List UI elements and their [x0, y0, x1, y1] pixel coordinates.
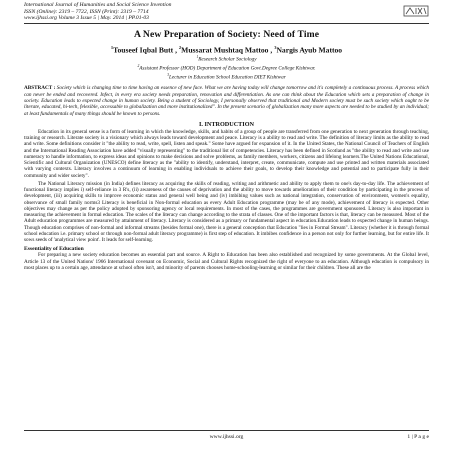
page-footer: [24, 430, 429, 440]
subsection-heading: Essentiality of Education: [24, 246, 84, 253]
author-3-marker: 3: [274, 44, 277, 50]
abstract-text: Society which is changing time to time having an essence of new face. What we are having today will change tomorrow and it's completely a continuous process. A process which can never be ended and recovered. Infect, in every era society needs preparation, renovation and differentiation. As one can think about the Education which sets a preparation of change in society. Education leads to expected change in human society. Being a student of Sociology, I personally observed that traditional and Modern society must be such society which ought to be literate, educated, hi-tech, felexible, accessable to globalization and more institutionalized". In the present scenario of globalization many more aspects are needed to be studied by an individual; at least fundamentals of many things should be known to persons.: [24, 85, 430, 117]
journal-logo-icon: [403, 4, 429, 18]
header-rule: [24, 23, 429, 24]
author-1: Touseef Iqbal Butt ,: [113, 45, 177, 55]
body-paragraph: The National Literacy mission (in India) defines literacy as acquiring the skills of reading, writing and arithmetic and ability to apply them to one's day-to-day life. The achievement of functional literacy implies i) self-reliance in 3 R's, (ii) awareness of the causes of deprivation and the ability to move towards amelioration of their condition by participating in the process of development, (iii) acquiring skills to improve economic status and general well being and (iv) imbibing values such as national integration, conservation of environment, women's equality, observance of small family norms3 Literacy is beneficial in Non-formal education as every Adult Education programme (may be of any mode), achievement of literacy is expected. Other objectives may change as per the policy adopted by sponsoring agency or local requirements. In most of the cases, the programmes are government sponsored. Literacy is also important in measuring the achievement in formal education. The scales of the literacy can change according to the strata of classes. One of the important factors is that, literacy can be measured. Most of the Adult education programmes are measured by attainment of literacy. Literacy is considered as a primary or fundamental aspect in education.Education leads to expected change in human beings. Though education comprises of non-formal and informal streams (besides formal one), there is a general conception that Education "lies in Formal Stream". Literacy (whether it is through formal school education i.e. primary school or through non-formal adult literacy programme) is first step of education. It imbibes confidence in a person not only for further learning, but for entire life. It sows seeds of 'analytical view point'. It leads for self-learning.: [24, 180, 429, 244]
paper-page: [24, 2, 429, 273]
body-paragraph: Education in its general sense is a form of learning in which the knowledge, skills, and habits of a group of people are transferred from one generation to next generation through teaching, training or research. Literate society is a visionary which always leads toward development and peace. Literacy is a ability to read and write. The definition of literacy limits as the ability to read and write. Some definitions consider it "the ability to read, write, spell, listen and speak." Some have argued for expansion of it. In the United States, the National Council of Teachers of English and the International Reading Association have added "visually representing" to the traditional list of competencies. Literacy has been defined in Scotland as "the ability to read and write and use numeracy to handle information, to express ideas and opinions to make decisions and solve problems, as family members, workers, citizens and lifelong learners.The United Nations Educational, Scientific and Cultural Organization (UNESCO) define literacy as the "ability to identify, understand, interpret, create, communicate, compute and use printed and written materials associated with varying contexts. Literacy involves a continuum of learning in enabling individuals to achieve their goals, to develop their knowledge and potential and to participate fully in their community and wider society".: [24, 128, 429, 179]
footer-rule: [24, 430, 429, 431]
affiliation-list: [24, 54, 429, 81]
journal-volume: www.ijhssi.org Volume 3 Issue 5 | May. 2014 | PP.01-03: [24, 15, 149, 22]
affiliation: $^3$Lecturer in Education School Education DIET Kishtwar: [167, 73, 286, 82]
footer-url: www.ijhssi.org: [209, 434, 244, 440]
author-2-marker: 2: [178, 44, 182, 50]
page-number: 1 | P a g e: [407, 434, 429, 440]
section-heading-introduction: I. INTRODUCTION: [198, 120, 254, 128]
body-paragraph: For preparing a new society education becomes an essential part and source. A Right to Education has been also established and recognized by some governments. At the Global level, Article 13 of the United Nations' 1966 International covenant on Economic, Social and Cultural Rights recognized the right of everyone to an education. Although education is compulsory in most places up to a certain age, attendance at school often isn't, and minority of parents chooses home-schooling-learning or similar for their children. These all are the: [24, 252, 429, 271]
abstract: [24, 85, 429, 116]
paper-title: A New Preparation of Society: Need of Time: [133, 28, 320, 40]
journal-name: International Journal of Humanities and Social Science Invention: [24, 2, 172, 8]
author-1-marker: 1: [110, 44, 114, 50]
author-list: [24, 45, 429, 55]
affiliation: $^1$Research Scholar Sociology: [196, 55, 257, 64]
author-2: Mussarat Mushtaq Mattoo ,: [181, 45, 273, 55]
journal-header: [24, 2, 429, 22]
affiliation: $^2$Assistant Professor (HOD) Department of Education Govt.Degree College Kishtwar.: [137, 64, 316, 73]
journal-issn: ISSN (Online): 2319 – 7722, ISSN (Print): 2319 – 7714: [24, 8, 149, 15]
author-3: Nargis Ayub Mattoo: [276, 45, 343, 55]
abstract-label: ABSTRACT :: [24, 85, 56, 92]
